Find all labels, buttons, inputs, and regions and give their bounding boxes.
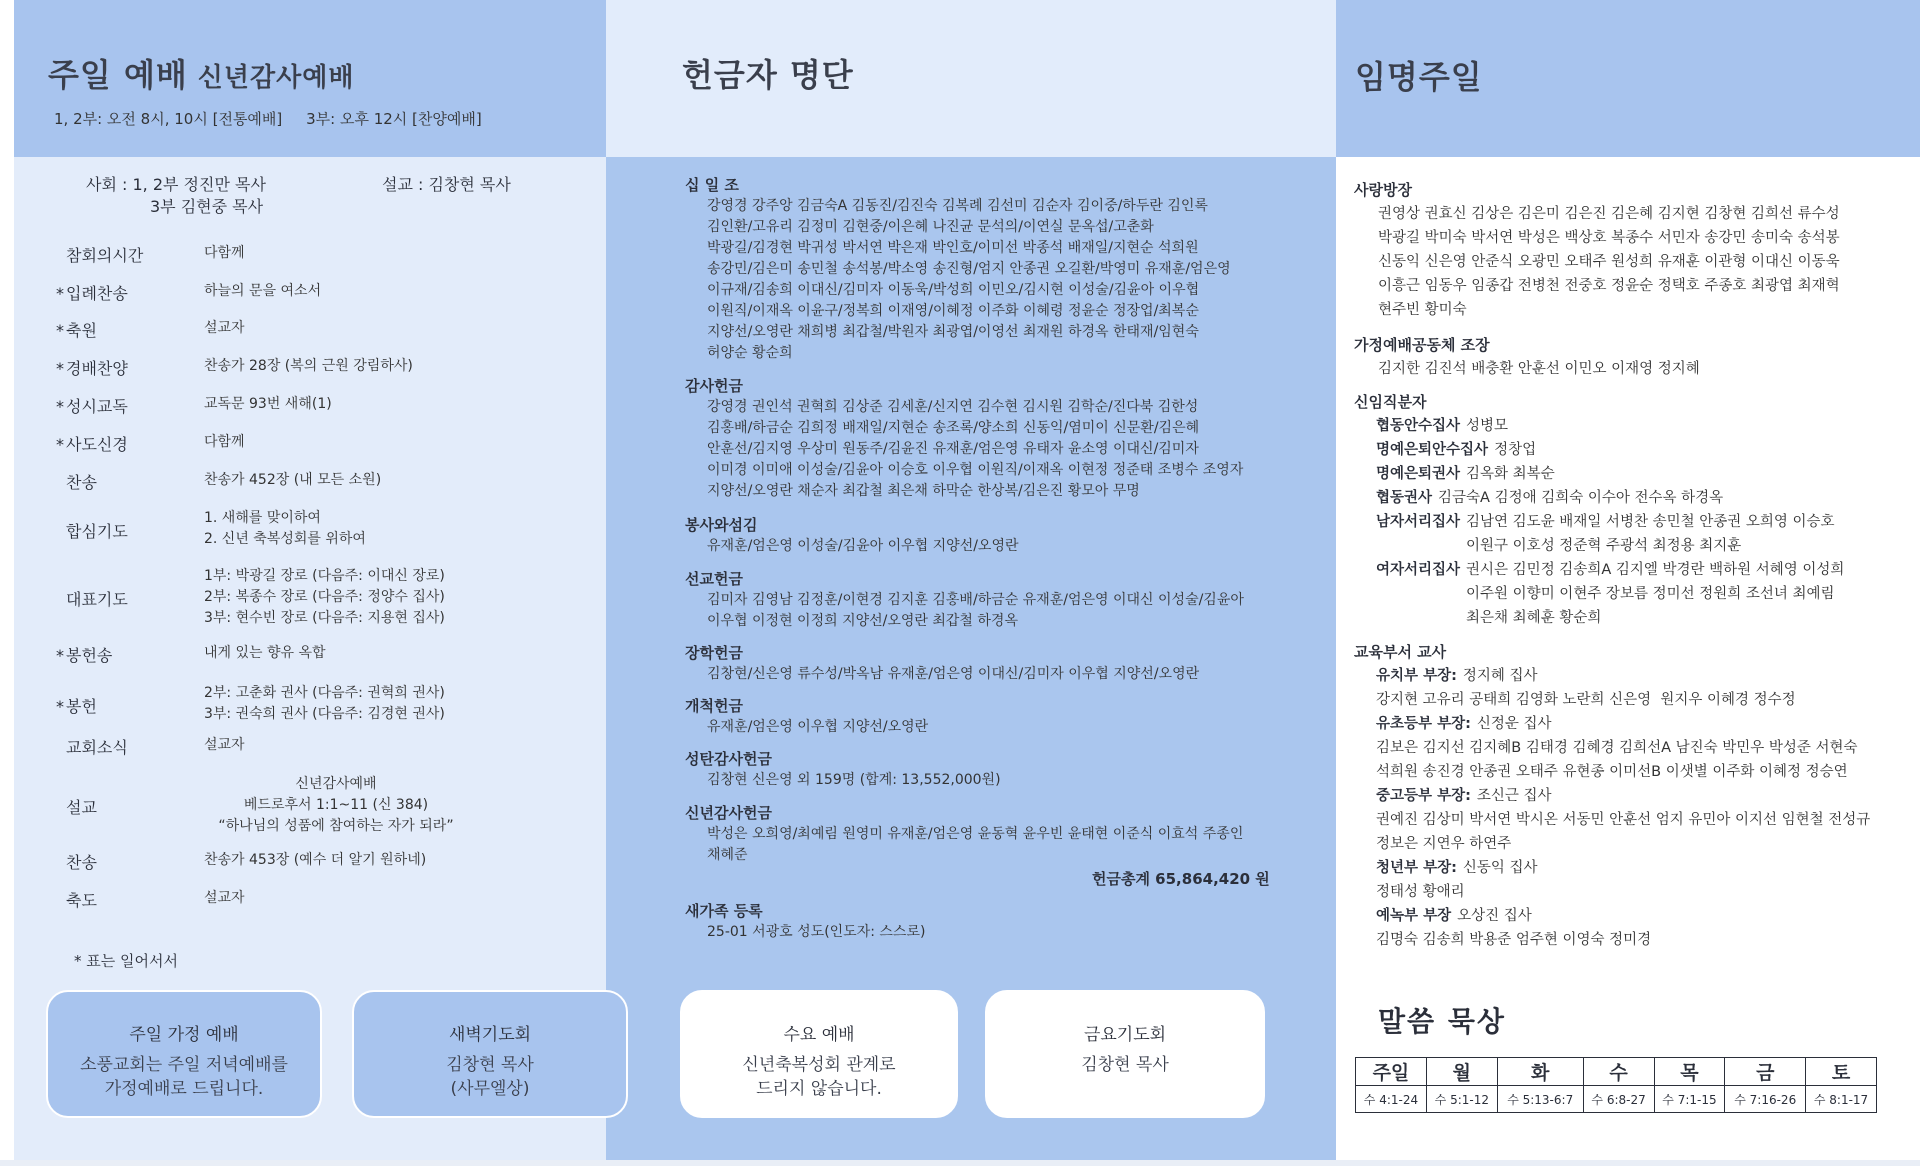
department-role: 유치부 부장: — [1376, 668, 1457, 684]
offering-section-title: 봉사와섬김 — [685, 516, 758, 534]
standing-marker: * — [56, 397, 64, 416]
order-item-label — [66, 243, 166, 266]
order-item-text: 설교자 — [204, 890, 245, 906]
department-teachers: 권예진 김상미 박서연 박시온 서동민 안훈선 엄지 유민아 이지선 임현철 전성규 정보은 지연우 하연주 — [1376, 812, 1871, 852]
offering-section-names: 강영경 권인석 권혁희 김상준 김세훈/신지연 김수현 김시원 김학순/진다북 김한성 김홍배/하금순 김희정 배재일/지현순 송조록/양소희 신동익/염미이 신문환/김은혜 안훈선/김지영 우상미 원동주/김윤진 유재훈/엄은영 유태자 윤소영 이대신/김미자 이미경 이미애 이성술/김윤아 이승호 이우협 이원직/이재옥 이현정 정준태 조병수 조영자 지양선/오영란 채순자 최갑철 최은채 하막순 한상복/김은진 황모아 무명 — [707, 399, 1244, 499]
appointee-row — [1354, 414, 1914, 438]
department-head: 신정운 집사 — [1476, 716, 1552, 732]
order-item-label — [56, 281, 166, 304]
offering-section-names: 김미자 김영남 김정훈/이현경 김지훈 김홍배/하금순 유재훈/엄은영 이대신 이성술/김윤아 이우협 이정현 이정희 지양선/오영란 최갑철 하경옥 — [707, 592, 1244, 629]
sarang-leaders-names: 권영상 권효신 김상은 김은미 김은진 김은혜 김지현 김창현 김희선 류수성 박광길 박미숙 박서연 박성은 백상호 복종수 서민자 송강민 송미숙 송석봉 신동익 신은영 안준식 오광민 오태주 원성희 유재훈 이관형 이대신 이동욱 이흥근 임동우 임종갑 전병천 전중호 정윤순 정택호 주종호 최광엽 최재혁 현주빈 황미숙 — [1378, 206, 1840, 318]
appointee-row — [1354, 486, 1914, 510]
education-title: 교육부서 교사 — [1354, 643, 1447, 661]
order-item-label — [56, 356, 166, 379]
department-head: 조신근 집사 — [1476, 788, 1552, 804]
meditation-day: 주일 — [1356, 1058, 1427, 1086]
sarang-leaders-section — [1354, 178, 1914, 322]
appointee-names: 김금숙A 김정애 김희숙 이수아 전수옥 하경옥 — [1438, 490, 1724, 506]
standing-marker: * — [56, 646, 64, 665]
order-item-label — [66, 795, 166, 818]
worship-times: 1, 2부: 오전 8시, 10시 [전통예배] 3부: 오후 12시 [찬양예배] — [54, 110, 482, 128]
offering-section-title: 개척헌금 — [685, 697, 743, 715]
card-friday-prayer — [985, 990, 1265, 1118]
order-item-label — [56, 694, 166, 717]
new-family-names: 25-01 서광호 성도(인도자: 스스로) — [707, 924, 926, 940]
meditation-day: 화 — [1497, 1058, 1583, 1086]
order-item-label — [66, 888, 166, 911]
order-item-label-text: 찬송 — [66, 853, 97, 872]
order-item-label-text: 봉헌 — [66, 696, 97, 716]
order-item-text: 신년감사예배 베드로후서 1:1~11 (신 384) “하나님의 성품에 참여하는 자가 되라” — [218, 776, 454, 834]
order-item-label — [66, 470, 166, 493]
card-body: 신년축복성회 관계로 드리지 않습니다. — [742, 1055, 896, 1099]
offering-section-title: 감사헌금 — [685, 377, 743, 395]
offering-section-title: 신년감사헌금 — [685, 804, 772, 822]
card-wednesday-worship — [680, 990, 958, 1118]
appointee-role: 명예은퇴안수집사 — [1376, 442, 1489, 458]
offering-total: 헌금총계 65,864,420 원 — [1092, 870, 1270, 888]
appointee-list — [1354, 414, 1914, 630]
department-role: 중고등부 부장: — [1376, 788, 1471, 804]
order-item-text: 하늘의 문을 여소서 — [204, 283, 322, 299]
appointee-row — [1354, 558, 1914, 630]
order-item-text: 내게 있는 향유 옥합 — [204, 645, 326, 661]
order-item-label-text: 축원 — [66, 321, 97, 340]
order-item-text: 찬송가 452장 (내 모든 소원) — [204, 472, 382, 488]
preacher: 설교 : 김창현 목사 — [382, 175, 511, 194]
order-item-label — [56, 394, 166, 417]
department-head: 정지혜 집사 — [1462, 668, 1538, 684]
meditation-ref: 수 5:1-12 — [1426, 1086, 1497, 1113]
offering-section-names: 유재훈/엄은영 이성술/김윤아 이우협 지양선/오영란 — [707, 538, 1019, 554]
offering-section-title: 선교헌금 — [685, 570, 743, 588]
officiant-line-2: 3부 김현중 목사 — [150, 197, 264, 216]
order-item-text: 설교자 — [204, 737, 245, 753]
appointee-role: 협동권사 — [1376, 490, 1433, 506]
offering-section-title: 장학헌금 — [685, 644, 743, 662]
department-role: 청년부 부장: — [1376, 860, 1457, 876]
meditation-ref: 수 5:13-6:7 — [1497, 1086, 1583, 1113]
order-item-label — [66, 735, 166, 758]
order-item-text: 다함께 — [204, 245, 245, 261]
order-item-label — [56, 432, 166, 455]
appointee-names: 김옥화 최복순 — [1466, 466, 1555, 482]
order-item-text: 1. 새해를 맞이하여 2. 신년 축복성회를 위하여 — [204, 510, 366, 547]
offering-section-church-planting — [685, 695, 1285, 738]
meditation-day: 목 — [1654, 1058, 1725, 1086]
standing-marker: * — [56, 435, 64, 454]
department-role: 유초등부 부장: — [1376, 716, 1471, 732]
offering-section-tithe — [685, 174, 1285, 364]
appointment-title: 임명주일 — [1355, 58, 1483, 96]
meditation-day: 토 — [1806, 1058, 1877, 1086]
department-role: 예녹부 부장 — [1376, 908, 1452, 924]
offering-section-title: 십 일 조 — [685, 176, 739, 194]
order-item-label — [66, 850, 166, 873]
department-teachers: 김보은 김지선 김지혜B 김태경 김혜경 김희선A 남진숙 박민우 박성준 서현숙 석희원 송진경 안종권 오태주 유현종 이미선B 이샛별 이주화 이혜정 정승연 — [1376, 740, 1858, 780]
meditation-ref: 수 6:8-27 — [1583, 1086, 1654, 1113]
meditation-ref: 수 4:1-24 — [1356, 1086, 1427, 1113]
order-item-label-text: 교회소식 — [66, 738, 128, 757]
offering-section-names: 김창현/신은영 류수성/박옥남 유재훈/엄은영 이대신/김미자 이우협 지양선/오영란 — [707, 666, 1200, 682]
order-item-label-text: 참회의시간 — [66, 246, 144, 265]
order-item-text: 2부: 고춘화 권사 (다음주: 권혁희 권사) 3부: 권숙희 권사 (다음주: 김경현 권사) — [204, 685, 445, 722]
card-body: 소풍교회는 주일 저녁예배를 가정예배로 드립니다. — [80, 1055, 288, 1099]
offering-section-thanks — [685, 375, 1285, 502]
order-item-label — [66, 587, 166, 610]
family-worship-title: 가정예배공동체 조장 — [1354, 336, 1490, 354]
department-head-row — [1354, 904, 1914, 928]
department-teachers: 강지현 고유리 공태희 김영화 노란희 신은영 원지우 이혜경 정수정 — [1376, 692, 1796, 708]
worship-title — [48, 50, 355, 96]
card-body: 김창현 목사 (사무엘상) — [446, 1055, 534, 1099]
meditation-ref: 수 7:16-26 — [1725, 1086, 1806, 1113]
meditation-ref: 수 7:1-15 — [1654, 1086, 1725, 1113]
bottom-divider — [0, 1160, 1920, 1166]
officiant-line-1: 사회 : 1, 2부 정진만 목사 — [86, 175, 266, 194]
appointee-role: 협동안수집사 — [1376, 418, 1461, 434]
order-item-text: 설교자 — [204, 320, 245, 336]
standing-marker: * — [56, 696, 64, 716]
standing-marker: * — [56, 284, 64, 303]
order-item-label — [56, 318, 166, 341]
meditation-refs-row — [1356, 1086, 1877, 1113]
offering-section-scholarship — [685, 642, 1285, 685]
order-item-text: 1부: 박광길 장로 (다음주: 이대신 장로) 2부: 복종수 장로 (다음주: 정양수 집사) 3부: 현수빈 장로 (다음주: 지용현 집사) — [204, 568, 445, 626]
sarang-leaders-title: 사랑방장 — [1354, 181, 1412, 199]
order-item-text: 찬송가 28장 (복의 근원 강림하사) — [204, 358, 413, 374]
offering-section-names: 유재훈/엄은영 이우협 지양선/오영란 — [707, 719, 929, 735]
meditation-table — [1355, 1057, 1877, 1113]
appointee-names: 권시은 김민정 김송희A 김지엘 박경란 백하원 서혜영 이성희 이주원 이향미 이현주 장보름 정미선 정원희 조선녀 최예림 최은채 최혜훈 황순희 — [1466, 562, 1845, 626]
appointee-names: 김남연 김도윤 배재일 서병찬 송민철 안종권 오희영 이승호 이원구 이호성 정준혁 주광석 최정용 최지훈 — [1466, 514, 1835, 554]
order-item-label-text: 합심기도 — [66, 521, 128, 541]
appointee-names: 성병모 — [1466, 418, 1509, 434]
new-family-section — [685, 900, 1285, 943]
worship-title-sub: 신년감사예배 — [197, 63, 355, 93]
order-item-label-text: 사도신경 — [66, 435, 128, 454]
standing-footnote: * 표는 일어서서 — [74, 952, 178, 970]
appointee-row — [1354, 438, 1914, 462]
card-title: 금요기도회 — [1083, 1025, 1167, 1045]
worship-title-main: 주일 예배 — [48, 56, 188, 94]
order-item-text: 찬송가 453장 (예수 더 알기 원하네) — [204, 852, 427, 868]
order-item-label-text: 찬송 — [66, 473, 97, 492]
order-item-text: 교독문 93번 새해(1) — [204, 396, 332, 412]
department-head-row — [1354, 784, 1914, 808]
meditation-day: 금 — [1725, 1058, 1806, 1086]
meditation-day: 월 — [1426, 1058, 1497, 1086]
order-item-label — [56, 643, 166, 666]
offering-section-newyear — [685, 802, 1285, 866]
department-teachers: 김명숙 김송희 박용준 엄주현 이영숙 정미경 — [1376, 932, 1652, 948]
card-title: 주일 가정 예배 — [129, 1025, 239, 1045]
department-head-row — [1354, 712, 1914, 736]
offering-section-christmas — [685, 748, 1285, 791]
offering-section-names: 박성은 오희영/최예림 원영미 유재훈/엄은영 윤동혁 윤우빈 윤태현 이준식 이효석 주종인 채혜준 — [707, 826, 1244, 863]
family-worship-names: 김지한 김진석 배충환 안훈선 이민오 이재영 정지혜 — [1378, 361, 1700, 377]
appointee-role: 여자서리집사 — [1376, 562, 1461, 578]
department-head-row — [1354, 664, 1914, 688]
card-title: 새벽기도회 — [448, 1025, 532, 1045]
order-item-label-text: 축도 — [66, 891, 97, 910]
meditation-day: 수 — [1583, 1058, 1654, 1086]
new-appointees-section — [1354, 390, 1914, 630]
card-body: 김창현 목사 — [1081, 1055, 1169, 1075]
meditation-days-row — [1356, 1058, 1877, 1086]
department-teachers: 정태성 황애리 — [1376, 884, 1465, 900]
order-item-label-text: 설교 — [66, 798, 97, 817]
appointee-row — [1354, 510, 1914, 558]
order-item-label-text: 대표기도 — [66, 590, 128, 609]
order-item-label-text: 봉헌송 — [66, 646, 113, 665]
offering-title: 헌금자 명단 — [682, 56, 854, 94]
appointee-role: 명예은퇴권사 — [1376, 466, 1461, 482]
family-worship-section — [1354, 333, 1914, 381]
new-appointees-title: 신임직분자 — [1354, 393, 1427, 411]
offering-section-names: 강영경 강주앙 김금숙A 김동진/김진숙 김복례 김선미 김순자 김이중/하두란 김인록 김인환/고유리 김정미 김현중/이은혜 나진균 문석의/이연실 문옥섭/고춘화 박광길/김경현 박귀성 박서연 박은재 박인호/이미선 박종석 배재일/지현순 석희원 송강민/김은미 송민철 송석봉/박소영 송진형/엄지 안종권 오길환/박영미 유재훈/엄은영 이규재/김송희 이대신/김미자 이동욱/박성희 이민오/김시현 이성술/김윤아 이우협 이원직/이재옥 이윤구/정복희 이재영/이혜정 이주화 이혜령 정윤순 정장업/최복순 지양선/오영란 채희병 최갑철/박원자 최광엽/이영선 최재원 하경옥 한태재/임현숙 허양순 황순희 — [707, 198, 1231, 361]
education-section — [1354, 640, 1914, 952]
offering-section-title: 성탄감사헌금 — [685, 750, 772, 768]
standing-marker: * — [56, 359, 64, 378]
order-item-label-text: 경배찬양 — [66, 359, 128, 378]
meditation-ref: 수 8:1-17 — [1806, 1086, 1877, 1113]
offering-section-names: 김창현 신은영 외 159명 (합계: 13,552,000원) — [707, 772, 1001, 788]
card-sunday-family-worship — [46, 990, 322, 1118]
appointee-names: 정창업 — [1494, 442, 1537, 458]
department-head: 오상진 집사 — [1457, 908, 1532, 924]
education-list — [1354, 664, 1914, 952]
offering-section-mission — [685, 568, 1285, 632]
order-item-text: 다함께 — [204, 434, 245, 450]
department-head-row — [1354, 856, 1914, 880]
appointee-row — [1354, 462, 1914, 486]
order-item-label-text: 입례찬송 — [66, 284, 128, 303]
appointee-role: 남자서리집사 — [1376, 514, 1461, 530]
new-family-title: 새가족 등록 — [685, 902, 763, 920]
standing-marker: * — [56, 321, 64, 340]
offering-section-service — [685, 514, 1285, 557]
order-item-label-text: 성시교독 — [66, 397, 128, 416]
meditation-title: 말씀 묵상 — [1378, 1005, 1506, 1038]
department-head: 신동익 집사 — [1462, 860, 1538, 876]
order-item-label — [66, 519, 166, 542]
card-title: 수요 예배 — [783, 1025, 855, 1045]
card-dawn-prayer — [352, 990, 628, 1118]
